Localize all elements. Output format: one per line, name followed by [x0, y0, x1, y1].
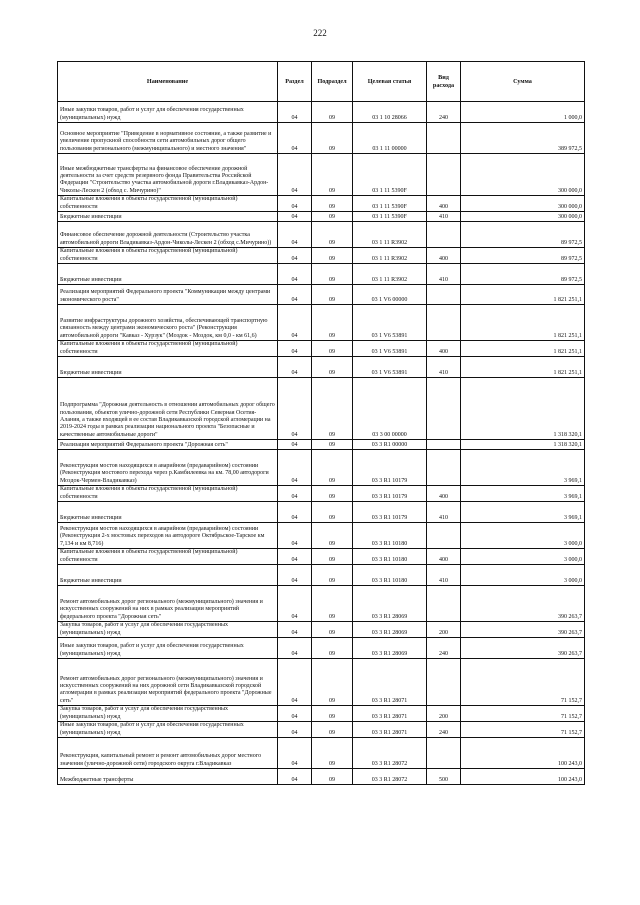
table-row [58, 523, 585, 549]
table-row [58, 212, 585, 222]
cell-type: 410 [427, 565, 461, 586]
cell-sum: 390 263,7 [461, 622, 585, 638]
cell-section: 04 [278, 586, 312, 622]
cell-name: Капитальные вложения в объекты государственной (муниципальной) собственности [58, 196, 278, 212]
cell-section: 04 [278, 212, 312, 222]
table-row [58, 586, 585, 622]
cell-name: Капитальные вложения в объекты государственной (муниципальной) собственности [58, 341, 278, 357]
cell-sum: 300 000,0 [461, 154, 585, 196]
cell-subsection: 09 [312, 196, 353, 212]
cell-sum: 1 821 251,1 [461, 285, 585, 305]
cell-sum: 89 972,5 [461, 222, 585, 248]
cell-type: 200 [427, 706, 461, 722]
table-row [58, 486, 585, 502]
cell-subsection: 09 [312, 440, 353, 450]
cell-target: 03 1 V6 53891 [353, 341, 427, 357]
cell-type: 240 [427, 722, 461, 738]
cell-section: 04 [278, 659, 312, 706]
table-row [58, 565, 585, 586]
cell-subsection: 09 [312, 212, 353, 222]
header-sum: Сумма [461, 62, 585, 102]
cell-target: 03 3 R1 00000 [353, 440, 427, 450]
cell-type: 500 [427, 769, 461, 785]
cell-section: 04 [278, 450, 312, 486]
cell-name: Ремонт автомобильных дорог регионального (межмуниципального) значения и искусственных сооружений на них дорожной сети Владикавказской городской агломерации в рамках реализации мероприятий федерального проекта "Дорожные сеть" [58, 659, 278, 706]
cell-target: 03 1 V6 53891 [353, 305, 427, 341]
cell-subsection: 09 [312, 502, 353, 523]
cell-target: 03 1 V6 00000 [353, 285, 427, 305]
cell-target: 03 3 R1 28072 [353, 738, 427, 769]
cell-name: Капитальные вложения в объекты государственной (муниципальной) собственности [58, 486, 278, 502]
table-row [58, 722, 585, 738]
cell-name: Финансовое обеспечение дорожной деятельности (Строительство участка автомобильной дороги Владикавказ-Ардон-Чиколы-Лескен 2 (обход с.Мичурино)) [58, 222, 278, 248]
header-section: Раздел [278, 62, 312, 102]
cell-name: Развитие инфраструктуры дорожного хозяйства, обеспечивающей транспортную связанность между центрами экономического роста" (Реконструкция автомобильной дороги "Кавказ - Хурзук" (Моздок - Моздок, км 0,0 - км 61,6) [58, 305, 278, 341]
cell-section: 04 [278, 440, 312, 450]
cell-target: 03 3 R1 28071 [353, 706, 427, 722]
cell-subsection: 09 [312, 222, 353, 248]
cell-sum: 3 000,0 [461, 523, 585, 549]
cell-target: 03 1 11 5390F [353, 154, 427, 196]
cell-name: Бюджетные инвестиции [58, 357, 278, 378]
table-row [58, 341, 585, 357]
cell-section: 04 [278, 123, 312, 154]
table-row [58, 450, 585, 486]
table-row [58, 222, 585, 248]
cell-type: 410 [427, 264, 461, 285]
cell-target: 03 3 R1 10179 [353, 486, 427, 502]
cell-subsection: 09 [312, 378, 353, 440]
cell-name: Бюджетные инвестиции [58, 502, 278, 523]
cell-section: 04 [278, 638, 312, 659]
cell-target: 03 3 R1 10179 [353, 450, 427, 486]
cell-section: 04 [278, 622, 312, 638]
cell-type [427, 154, 461, 196]
cell-name: Иные закупки товаров, работ и услуг для обеспечения государственных (муниципальных) нужд [58, 722, 278, 738]
header-type: Вид расхода [427, 62, 461, 102]
cell-section: 04 [278, 222, 312, 248]
table-row [58, 285, 585, 305]
budget-table [57, 61, 585, 785]
cell-type: 400 [427, 341, 461, 357]
cell-section: 04 [278, 706, 312, 722]
cell-sum: 390 263,7 [461, 638, 585, 659]
cell-sum: 3 969,1 [461, 502, 585, 523]
cell-type: 400 [427, 248, 461, 264]
cell-name: Иные закупки товаров, работ и услуг для обеспечения государственных (муниципальных) нужд [58, 102, 278, 123]
cell-target: 03 1 11 R3902 [353, 248, 427, 264]
table-row [58, 264, 585, 285]
cell-name: Бюджетные инвестиции [58, 565, 278, 586]
cell-sum: 100 243,0 [461, 769, 585, 785]
cell-subsection: 09 [312, 565, 353, 586]
cell-sum: 1 821 251,1 [461, 305, 585, 341]
cell-type: 410 [427, 357, 461, 378]
cell-subsection: 09 [312, 264, 353, 285]
cell-type [427, 523, 461, 549]
cell-type [427, 123, 461, 154]
table-row [58, 196, 585, 212]
cell-target: 03 3 R1 28069 [353, 638, 427, 659]
table-row [58, 123, 585, 154]
cell-name: Реконструкция мостов находящихся в аварийном (предаварийном) состоянии (Реконструкция мостового перехода через р.Камбилеевка на км. 78,00 автодороги Моздок-Чермен-Владикавказ) [58, 450, 278, 486]
cell-section: 04 [278, 154, 312, 196]
cell-subsection: 09 [312, 341, 353, 357]
cell-target: 03 1 11 00000 [353, 123, 427, 154]
cell-section: 04 [278, 523, 312, 549]
cell-subsection: 09 [312, 586, 353, 622]
cell-section: 04 [278, 378, 312, 440]
cell-name: Межбюджетные трансферты [58, 769, 278, 785]
cell-type: 400 [427, 549, 461, 565]
cell-target: 03 1 11 R3902 [353, 222, 427, 248]
cell-subsection: 09 [312, 638, 353, 659]
cell-subsection: 09 [312, 123, 353, 154]
cell-sum: 300 000,0 [461, 196, 585, 212]
cell-type [427, 305, 461, 341]
cell-sum: 3 000,0 [461, 549, 585, 565]
cell-target: 03 3 R1 28069 [353, 586, 427, 622]
cell-sum: 3 969,1 [461, 450, 585, 486]
cell-sum: 1 821 251,1 [461, 357, 585, 378]
cell-target: 03 3 R1 28071 [353, 722, 427, 738]
cell-subsection: 09 [312, 450, 353, 486]
cell-sum: 71 152,7 [461, 706, 585, 722]
cell-section: 04 [278, 769, 312, 785]
cell-name: Закупка товаров, работ и услуг для обеспечения государственных (муниципальных) нужд [58, 622, 278, 638]
table-row [58, 622, 585, 638]
cell-name: Реализация мероприятий Федерального проекта "Коммуникации между центрами экономического роста" [58, 285, 278, 305]
cell-target: 03 3 R1 28071 [353, 659, 427, 706]
cell-name: Иные межбюджетные трансферты на финансовое обеспечение дорожной деятельности за счет средств резервного фонда Правительства Российской Федерации "Строительство участка автомобильной дороги г.Владикавказ-Ардон-Чиколы-Лескен 2 (обход с. Мичурино)" [58, 154, 278, 196]
cell-type: 400 [427, 486, 461, 502]
table-row [58, 502, 585, 523]
cell-type: 400 [427, 196, 461, 212]
cell-type [427, 450, 461, 486]
table-row [58, 440, 585, 450]
header-target: Целевая статья [353, 62, 427, 102]
cell-sum: 1 318 320,1 [461, 440, 585, 450]
table-row [58, 357, 585, 378]
cell-subsection: 09 [312, 622, 353, 638]
cell-type: 410 [427, 502, 461, 523]
cell-sum: 1 318 320,1 [461, 378, 585, 440]
cell-sum: 71 152,7 [461, 722, 585, 738]
cell-type [427, 222, 461, 248]
cell-type [427, 285, 461, 305]
cell-name: Бюджетные инвестиции [58, 212, 278, 222]
cell-subsection: 09 [312, 154, 353, 196]
cell-sum: 390 263,7 [461, 586, 585, 622]
cell-sum: 1 000,0 [461, 102, 585, 123]
cell-subsection: 09 [312, 357, 353, 378]
cell-subsection: 09 [312, 769, 353, 785]
table-body [58, 102, 585, 785]
cell-type: 200 [427, 622, 461, 638]
cell-type [427, 738, 461, 769]
cell-name: Капитальные вложения в объекты государственной (муниципальной) собственности [58, 549, 278, 565]
cell-subsection: 09 [312, 549, 353, 565]
cell-name: Бюджетные инвестиции [58, 264, 278, 285]
table-row [58, 549, 585, 565]
cell-section: 04 [278, 738, 312, 769]
cell-sum: 100 243,0 [461, 738, 585, 769]
table-row [58, 305, 585, 341]
cell-section: 04 [278, 102, 312, 123]
cell-section: 04 [278, 549, 312, 565]
cell-name: Реализация мероприятий Федерального проекта "Дорожная сеть" [58, 440, 278, 450]
cell-target: 03 3 R1 10180 [353, 565, 427, 586]
cell-type: 240 [427, 102, 461, 123]
header-subsection: Подраздел [312, 62, 353, 102]
cell-subsection: 09 [312, 659, 353, 706]
cell-subsection: 09 [312, 523, 353, 549]
table-row [58, 769, 585, 785]
cell-name: Основное мероприятие "Приведение в нормативное состояние, а также развитие и увеличение пропускной способности сети автомобильных дорог общего пользования регионального (межмуниципального) и местного значения" [58, 123, 278, 154]
cell-subsection: 09 [312, 738, 353, 769]
cell-section: 04 [278, 722, 312, 738]
cell-target: 03 1 V6 53891 [353, 357, 427, 378]
cell-target: 03 3 00 00000 [353, 378, 427, 440]
table-row [58, 638, 585, 659]
cell-target: 03 3 R1 10179 [353, 502, 427, 523]
cell-name: Подпрограмма "Дорожная деятельность в отношении автомобильных дорог общего пользования, объектов улично-дорожной сети Республики Северная Осетия-Алания, а также входящей в ее состав Владикавказской городской агломерации на 2019-2024 годы в рамках реализации национального проекта "Безопасные и качественные автомобильные дороги" [58, 378, 278, 440]
table-row [58, 738, 585, 769]
cell-subsection: 09 [312, 486, 353, 502]
cell-target: 03 1 11 5390F [353, 212, 427, 222]
table-row [58, 154, 585, 196]
cell-section: 04 [278, 486, 312, 502]
table-row [58, 378, 585, 440]
cell-type: 240 [427, 638, 461, 659]
cell-section: 04 [278, 341, 312, 357]
cell-target: 03 1 11 5390F [353, 196, 427, 212]
cell-subsection: 09 [312, 305, 353, 341]
cell-name: Реконструкция мостов находящихся в аварийном (предаварийном) состоянии (Реконструкция 2-х мостовых переходов на автодороге Октябрьское-Тарское км 7,134 и км 8,716) [58, 523, 278, 549]
cell-section: 04 [278, 196, 312, 212]
cell-type [427, 440, 461, 450]
cell-name: Капитальные вложения в объекты государственной (муниципальной) собственности [58, 248, 278, 264]
table-row [58, 102, 585, 123]
table-row [58, 659, 585, 706]
cell-sum: 71 152,7 [461, 659, 585, 706]
cell-section: 04 [278, 502, 312, 523]
cell-subsection: 09 [312, 248, 353, 264]
cell-subsection: 09 [312, 706, 353, 722]
cell-type: 410 [427, 212, 461, 222]
table-row [58, 248, 585, 264]
cell-type [427, 586, 461, 622]
header-name: Наименование [58, 62, 278, 102]
table-header-row [58, 62, 585, 102]
cell-sum: 89 972,5 [461, 264, 585, 285]
cell-sum: 3 969,1 [461, 486, 585, 502]
cell-sum: 89 972,5 [461, 248, 585, 264]
cell-target: 03 1 10 28066 [353, 102, 427, 123]
cell-section: 04 [278, 357, 312, 378]
cell-type [427, 659, 461, 706]
cell-target: 03 3 R1 28072 [353, 769, 427, 785]
cell-subsection: 09 [312, 722, 353, 738]
cell-sum: 3 000,0 [461, 565, 585, 586]
cell-sum: 300 000,0 [461, 212, 585, 222]
cell-section: 04 [278, 248, 312, 264]
cell-target: 03 3 R1 10180 [353, 549, 427, 565]
cell-target: 03 3 R1 10180 [353, 523, 427, 549]
cell-target: 03 3 R1 28069 [353, 622, 427, 638]
cell-section: 04 [278, 264, 312, 285]
cell-name: Ремонт автомобильных дорог регионального (межмуниципального) значения и искусственных сооружений на них в рамках реализации мероприятий федерального проекта "Дорожная сеть" [58, 586, 278, 622]
cell-type [427, 378, 461, 440]
cell-target: 03 1 11 R3902 [353, 264, 427, 285]
page-number: 222 [313, 28, 327, 38]
cell-name: Реконструкция, капитальный ремонт и ремонт автомобильных дорог местного значения (улично-дорожной сети) городского округа г.Владикавказ [58, 738, 278, 769]
cell-name: Иные закупки товаров, работ и услуг для обеспечения государственных (муниципальных) нужд [58, 638, 278, 659]
table-row [58, 706, 585, 722]
cell-name: Закупка товаров, работ и услуг для обеспечения государственных (муниципальных) нужд [58, 706, 278, 722]
cell-sum: 389 972,5 [461, 123, 585, 154]
cell-section: 04 [278, 565, 312, 586]
cell-sum: 1 821 251,1 [461, 341, 585, 357]
cell-subsection: 09 [312, 102, 353, 123]
cell-section: 04 [278, 285, 312, 305]
cell-section: 04 [278, 305, 312, 341]
cell-subsection: 09 [312, 285, 353, 305]
